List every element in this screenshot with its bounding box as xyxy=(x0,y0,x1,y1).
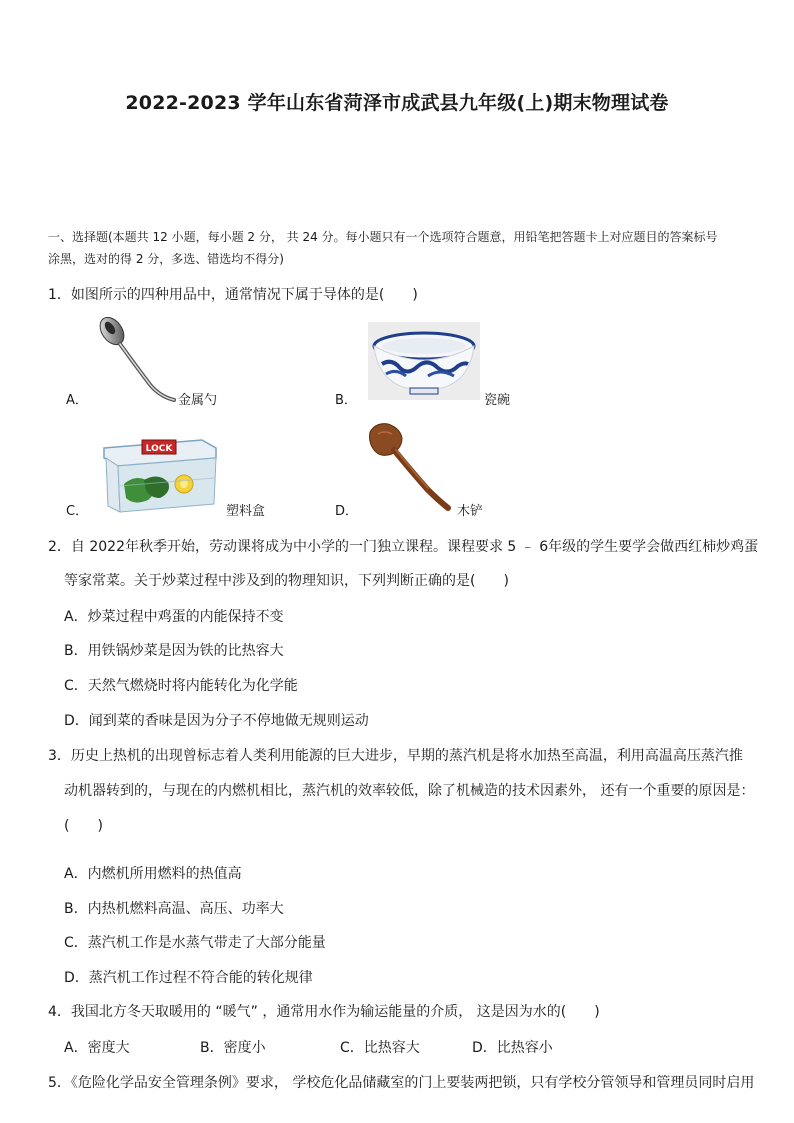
question-3-option-c: C．蒸汽机工作是水蒸气带走了大部分能量 xyxy=(64,935,326,951)
q1-option-c-letter: C． xyxy=(66,504,89,519)
question-4-option-d: D．比热容小 xyxy=(472,1040,553,1056)
q1-option-c-caption: 塑料盒 xyxy=(226,504,266,519)
q1-option-a-caption: 金属勺 xyxy=(178,393,218,408)
question-1-stem: 1．如图所示的四种用品中，通常情况下属于导体的是( ) xyxy=(48,287,418,303)
question-4-option-a: A．密度大 xyxy=(64,1040,130,1056)
question-2-option-d: D．闻到菜的香味是因为分子不停地做无规则运动 xyxy=(64,713,369,729)
question-2-line-2: 等家常菜。关于炒菜过程中涉及到的物理知识，下列判断正确的是( ) xyxy=(64,573,509,589)
exam-title: 2022-2023 学年山东省菏泽市成武县九年级(上)期末物理试卷 xyxy=(125,92,669,114)
question-2-line-1: 2．自 2022年秋季开始，劳动课将成为中小学的一门独立课程。课程要求 5 ﹣ 6年级的学生要学会做西红柿炒鸡蛋 xyxy=(48,539,759,555)
question-4-option-b: B．密度小 xyxy=(200,1040,266,1056)
question-3-line-1: 3．历史上热机的出现曾标志着人类利用能源的巨大进步，早期的蒸汽机是将水加热至高温，利用高温高压蒸汽推 xyxy=(48,748,743,764)
question-3-line-2: 动机器转到的，与现在的内燃机相比，蒸汽机的效率较低，除了机械造的技术因素外， 还有一个重要的原因是： xyxy=(64,783,755,799)
wooden-spatula-image xyxy=(366,420,454,512)
spoon-image xyxy=(96,314,180,402)
section-line-1: 一、选择题(本题共 12 小题，每小题 2 分， 共 24 分。每小题只有一个选项符合题意，用铅笔把答题卡上对应题目的答案标号 xyxy=(48,230,718,244)
q1-option-d-letter: D． xyxy=(335,504,359,519)
question-3-option-b: B．内热机燃料高温、高压、功率大 xyxy=(64,901,284,917)
plastic-box-label: LOCK xyxy=(145,444,173,454)
section-line-2: 涂黑，选对的得 2 分，多选、错选均不得分) xyxy=(48,252,284,266)
question-3-line-3: ( ) xyxy=(64,818,103,834)
plastic-box-image xyxy=(98,428,218,514)
question-4-option-c: C．比热容大 xyxy=(340,1040,420,1056)
question-2-option-c: C．天然气燃烧时将内能转化为化学能 xyxy=(64,678,298,694)
question-4-stem: 4．我国北方冬天取暖用的 “暖气” ，通常用水作为输运能量的介质， 这是因为水的( ) xyxy=(48,1004,600,1020)
bowl-image xyxy=(368,322,480,400)
question-5-line-1: 5．《危险化学品安全管理条例》要求， 学校危化品储藏室的门上要装两把锁，只有学校分管领导和管理员同时启用 xyxy=(48,1075,755,1091)
section-instructions xyxy=(48,226,748,270)
question-3-option-a: A．内燃机所用燃料的热值高 xyxy=(64,866,242,882)
question-2-option-b: B．用铁锅炒菜是因为铁的比热容大 xyxy=(64,643,284,659)
q1-option-b-letter: B． xyxy=(335,393,357,408)
question-2-option-a: A．炒菜过程中鸡蛋的内能保持不变 xyxy=(64,609,284,625)
q1-option-a-letter: A． xyxy=(66,393,88,408)
q1-option-d-caption: 木铲 xyxy=(457,504,484,519)
q1-option-b-caption: 瓷碗 xyxy=(484,393,511,408)
question-3-option-d: D．蒸汽机工作过程不符合能的转化规律 xyxy=(64,970,313,986)
